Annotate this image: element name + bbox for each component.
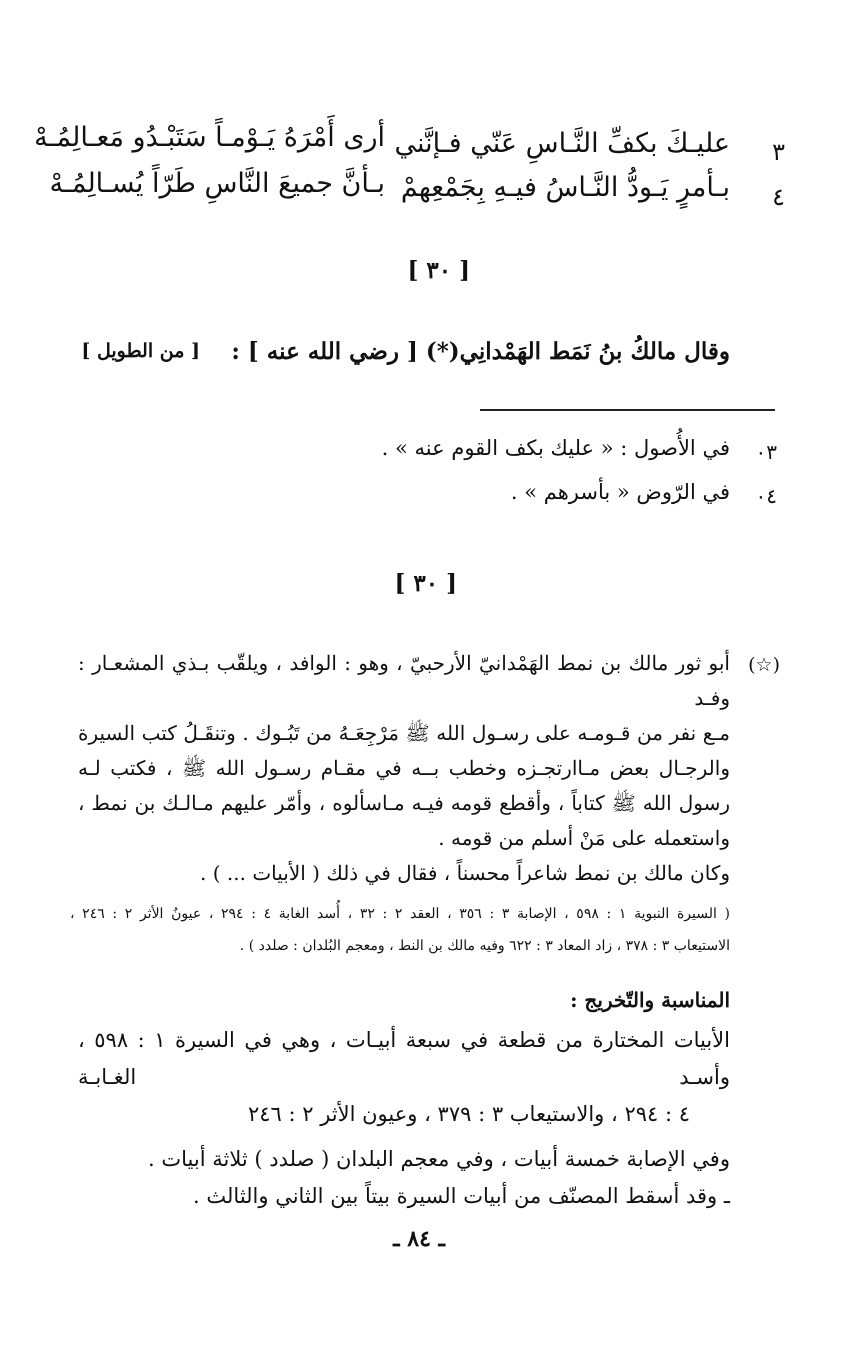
notes-number-bracket: [ ٣٠ ] (394, 570, 457, 597)
verse-first-hemistich: عليـكَ بكفِّ النَّـاسِ عَنّي فـإنَّني (394, 128, 730, 159)
variant-note: في الأُصول : « عليك بكف القوم عنه » . (381, 436, 730, 460)
sources-paragraph (78, 1022, 730, 1215)
poem-number-bracket: [ ٣٠ ] (407, 257, 470, 284)
verse-second-hemistich: أرى أَمْرَهُ يَـوْمـاً سَتَبْـدُو مَعـالِمُـهْ (34, 122, 385, 153)
reference-line: الاستيعاب ٣ : ٣٧٨ ، زاد المعاد ٣ : ٦٢٢ وفيه مالك بن النط ، ومعجم البُلدان : صلدد ) . (239, 938, 730, 954)
variant-number: ٠٤ (755, 484, 777, 508)
poem-heading: وقال مالكُ بنُ نَمَط الهَمْدانِي(*) [ رضي الله عنه ] : (231, 338, 730, 365)
sources-line: ٤ : ٢٩٤ ، والاستيعاب ٣ : ٣٧٩ ، وعيون الأثر ٢ : ٢٤٦ (247, 1102, 690, 1126)
star-marker: (☆) (748, 654, 780, 676)
bio-line: واستعمله على مَنْ أسلم من قومه . (438, 826, 730, 850)
verse-number: ٣ (772, 138, 785, 166)
meter-label: [ من الطويل ] (81, 340, 200, 362)
sources-line: وفي الإصابة خمسة أبيات ، وفي معجم البلدان ( صلدد ) ثلاثة أبيات . (148, 1147, 730, 1171)
reference-line: ( السيرة النبوية ١ : ٥٩٨ ، الإصابة ٣ : ٣٥٦ ، العقد ٢ : ٣٢ ، أُسد الغابة ٤ : ٢٩٤ ، عيونُ الأثر ٢ : ٢٤٦ ، (70, 906, 731, 922)
verse-number: ٤ (772, 183, 785, 211)
bio-line: وكان مالك بن نمط شاعراً محسناً ، فقال في ذلك ( الأبيات ... ) . (200, 861, 730, 885)
sources-line: الأبيات المختارة من قطعة في سبعة أبيـات ، وهي في السيرة ١ : ٥٩٨ ، وأسـد الغـابـة (78, 1028, 730, 1089)
section-title: المناسبة والتّخريج : (570, 988, 730, 1012)
footnote-divider (480, 409, 775, 411)
bio-line: والرجـال بعض مـاارتجـزه وخطب بــه في مقـام رسـول الله ﷺ ، فكتب لـه (78, 756, 730, 780)
bio-line: رسول الله ﷺ كتاباً ، وأقطع قومه فيـه مـاسألوه ، وأمّر عليهم مـالـك بن نمط ، (78, 791, 730, 815)
verse-first-hemistich: بـأمرٍ يَـودُّ النَّـاسُ فيـهِ بِجَمْعِهمْ (400, 172, 730, 203)
variant-note: في الرّوض « بأسرهم » . (510, 480, 730, 504)
variant-number: ٠٣ (755, 440, 777, 464)
verse-second-hemistich: بـأنَّ جميعَ النَّاسِ طَرّاً يُسـالِمُـهْ (49, 168, 385, 199)
biography-note (78, 646, 730, 891)
sources-line: ـ وقد أسقط المصنّف من أبيات السيرة بيتاً بين الثاني والثالث . (193, 1184, 730, 1208)
bio-line: أبو ثور مالك بن نمط الهَمْدانيّ الأرحبيّ ، وهو : الوافد ، ويلقّب بـذي المشعـار : وفـد (78, 651, 730, 710)
page-number: ـ ٨٤ ـ (393, 1226, 445, 1252)
bio-line: مـع نفر من قـومـه على رسـول الله ﷺ مَرْجِعَـهُ من تَبُـوك . وتنقَـلُ كتب السيرة (78, 721, 730, 745)
references (70, 898, 730, 962)
